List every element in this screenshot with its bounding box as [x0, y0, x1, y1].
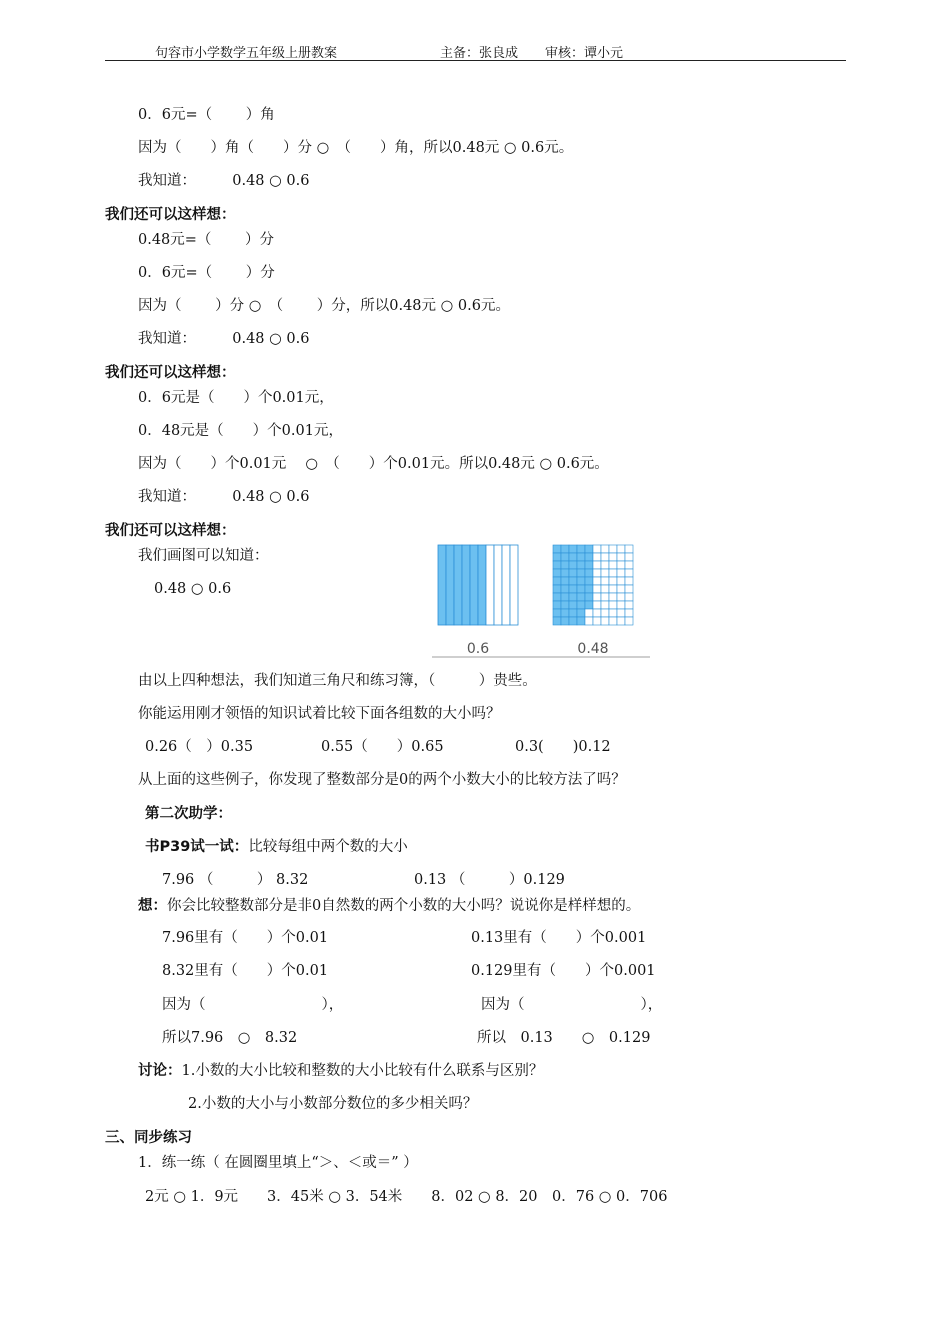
hundredth-cell: [585, 545, 593, 553]
text-line: 从上面的这些例子，你发现了整数部分是0的两个小数大小的比较方法了吗？: [138, 772, 626, 788]
hundredth-cell: [585, 601, 593, 609]
hundredth-cell: [577, 593, 585, 601]
text-line: 7.96里有（ ）个0.01: [162, 930, 329, 946]
hundredth-cell: [577, 577, 585, 585]
hundredth-cell: [593, 553, 601, 561]
text-line: 因为（ ）个0.01元 ○ （ ）个0.01元。所以0.48元 ○ 0.6元。: [138, 456, 609, 472]
hundredth-cell: [553, 577, 561, 585]
grid-hundredths-0-48: [553, 545, 633, 625]
hundredth-cell: [561, 617, 569, 625]
hundredth-cell: [617, 593, 625, 601]
hundredth-cell: [585, 569, 593, 577]
exercise-item: 0.26（ ）0.35: [145, 739, 254, 755]
hundredth-cell: [569, 585, 577, 593]
hundredth-cell: [617, 545, 625, 553]
hundredth-cell: [593, 609, 601, 617]
label-right: 0.48: [577, 641, 609, 657]
exercise-item: 0.3( )0.12: [515, 739, 611, 755]
hundredth-cell: [585, 577, 593, 585]
text-line: [145, 837, 408, 857]
text-line: 所以 0.13 ○ 0.129: [477, 1030, 651, 1046]
exercise-item: 0.55（ ）0.65: [321, 739, 444, 755]
hundredth-cell: [569, 593, 577, 601]
hundredth-cell: [569, 561, 577, 569]
hundredth-cell: [553, 561, 561, 569]
decimal-grid-figure: [430, 540, 655, 662]
hundredth-cell: [609, 585, 617, 593]
hundredth-cell: [625, 585, 633, 593]
hundredth-cell: [553, 545, 561, 553]
hundredth-cell: [553, 585, 561, 593]
tenth-cell: [446, 545, 454, 625]
think-text: 你会比较整数部分是非0自然数的两个小数的大小吗？说说你是样样想的。: [167, 898, 641, 914]
text-line: 因为（ ）分 ○ （ ）分，所以0.48元 ○ 0.6元。: [138, 298, 510, 314]
hundredth-cell: [593, 569, 601, 577]
hundredth-cell: [625, 577, 633, 585]
tenth-cell: [510, 545, 518, 625]
exercise-item: 7.96 （ ） 8.32: [162, 872, 309, 888]
hundredth-cell: [569, 617, 577, 625]
hundredth-cell: [617, 601, 625, 609]
hundredth-cell: [609, 601, 617, 609]
hundredth-cell: [585, 609, 593, 617]
tenth-cell: [494, 545, 502, 625]
try-it-text: 比较每组中两个数的大小: [248, 839, 408, 855]
label-left: 0.6: [466, 641, 490, 657]
hundredth-cell: [617, 561, 625, 569]
tenth-cell: [454, 545, 462, 625]
hundredth-cell: [609, 545, 617, 553]
hundredth-cell: [601, 609, 609, 617]
text-line: 我知道： 0.48 ○ 0.6: [138, 489, 310, 505]
hundredth-cell: [601, 561, 609, 569]
hundredth-cell: [601, 553, 609, 561]
hundredth-cell: [593, 585, 601, 593]
hundredth-cell: [593, 545, 601, 553]
hundredth-cell: [561, 593, 569, 601]
text-line: 我们画图可以知道：: [138, 548, 269, 564]
hundredth-cell: [569, 601, 577, 609]
hundredth-cell: [625, 553, 633, 561]
hundredth-cell: [577, 561, 585, 569]
hundredth-cell: [617, 609, 625, 617]
tenth-cell: [462, 545, 470, 625]
hundredth-cell: [569, 569, 577, 577]
text-line: 2.小数的大小与小数部分数位的多少相关吗？: [188, 1096, 478, 1112]
tenth-cell: [486, 545, 494, 625]
hundredth-cell: [617, 617, 625, 625]
hundredth-cell: [617, 577, 625, 585]
section-heading: 第二次助学：: [145, 806, 232, 822]
hundredth-cell: [577, 545, 585, 553]
hundredth-cell: [625, 561, 633, 569]
tenth-cell: [470, 545, 478, 625]
header-title: 句容市小学数学五年级上册教案: [155, 46, 338, 61]
text-line: 因为（ ），: [481, 997, 663, 1013]
hundredth-cell: [593, 593, 601, 601]
hundredth-cell: [561, 545, 569, 553]
hundredth-cell: [601, 585, 609, 593]
hundredth-cell: [609, 569, 617, 577]
tenth-cell: [438, 545, 446, 625]
discuss-text: 1.小数的大小比较和整数的大小比较有什么联系与区别？: [181, 1063, 544, 1079]
hundredth-cell: [625, 601, 633, 609]
section-heading: 我们还可以这样想：: [105, 523, 236, 539]
text-line: 8.32里有（ ）个0.01: [162, 963, 329, 979]
hundredth-cell: [561, 561, 569, 569]
text-line: [138, 1061, 543, 1081]
text-line: 0．6元是（ ）个0.01元，: [138, 390, 334, 406]
hundredth-cell: [609, 617, 617, 625]
exercise-item: 0.13 （ ）0.129: [414, 872, 565, 888]
hundredth-cell: [577, 569, 585, 577]
tenth-cell: [478, 545, 486, 625]
text-line: 0.48 ○ 0.6: [154, 581, 232, 597]
try-it-label: 书P39试一试：: [145, 839, 249, 855]
hundredth-cell: [577, 585, 585, 593]
exercise-line: 2元 ○ 1．9元 3．45米 ○ 3．54米 8．02 ○ 8．20 0．76 ○ 0．706: [145, 1189, 668, 1205]
hundredth-cell: [609, 593, 617, 601]
hundredth-cell: [561, 569, 569, 577]
hundredth-cell: [625, 545, 633, 553]
hundredth-cell: [617, 569, 625, 577]
hundredth-cell: [601, 577, 609, 585]
hundredth-cell: [593, 577, 601, 585]
hundredth-cell: [593, 601, 601, 609]
text-line: 0．6元=（ ）分: [138, 265, 275, 281]
grid-tenths-0-6: [438, 545, 518, 625]
text-line: 0．6元=（ ）角: [138, 107, 275, 123]
hundredth-cell: [609, 553, 617, 561]
page-header: [105, 42, 846, 61]
text-line: [138, 896, 640, 916]
section-heading: 我们还可以这样想：: [105, 365, 236, 381]
hundredth-cell: [625, 569, 633, 577]
hundredth-cell: [625, 609, 633, 617]
hundredth-cell: [601, 617, 609, 625]
hundredth-cell: [553, 569, 561, 577]
hundredth-cell: [569, 609, 577, 617]
hundredth-cell: [561, 609, 569, 617]
hundredth-cell: [553, 601, 561, 609]
hundredth-cell: [569, 577, 577, 585]
hundredth-cell: [585, 553, 593, 561]
hundredth-cell: [601, 593, 609, 601]
hundredth-cell: [609, 609, 617, 617]
hundredth-cell: [553, 617, 561, 625]
text-line: 由以上四种想法，我们知道三角尺和练习簿，（ ）贵些。: [138, 673, 537, 689]
hundredth-cell: [601, 569, 609, 577]
section-heading: 三、同步练习: [105, 1130, 192, 1146]
hundredth-cell: [601, 545, 609, 553]
hundredth-cell: [577, 553, 585, 561]
hundredth-cell: [561, 585, 569, 593]
text-line: 我知道： 0.48 ○ 0.6: [138, 331, 310, 347]
header-preparer: 主备：张良成: [440, 46, 519, 61]
text-line: 所以7.96 ○ 8.32: [162, 1030, 298, 1046]
text-line: 因为（ ）角（ ）分 ○ （ ）角，所以0.48元 ○ 0.6元。: [138, 140, 574, 156]
hundredth-cell: [569, 553, 577, 561]
hundredth-cell: [625, 593, 633, 601]
hundredth-cell: [617, 585, 625, 593]
hundredth-cell: [593, 617, 601, 625]
hundredth-cell: [601, 601, 609, 609]
hundredth-cell: [585, 593, 593, 601]
text-line: 0.129里有（ ）个0.001: [471, 963, 656, 979]
hundredth-cell: [617, 553, 625, 561]
hundredth-cell: [609, 561, 617, 569]
hundredth-cell: [609, 577, 617, 585]
section-heading: 我们还可以这样想：: [105, 207, 236, 223]
discuss-label: 讨论：: [138, 1063, 182, 1079]
header-reviewer: 审核：谭小元: [545, 46, 624, 61]
text-line: 1．练一练（ 在圆圈里填上“＞、＜或＝” ）: [138, 1155, 418, 1171]
text-line: 0.48元=（ ）分: [138, 232, 275, 248]
hundredth-cell: [585, 617, 593, 625]
hundredth-cell: [561, 577, 569, 585]
hundredth-cell: [577, 617, 585, 625]
hundredth-cell: [585, 561, 593, 569]
hundredth-cell: [593, 561, 601, 569]
text-line: 0．48元是（ ）个0.01元，: [138, 423, 343, 439]
hundredth-cell: [625, 617, 633, 625]
hundredth-cell: [561, 553, 569, 561]
hundredth-cell: [577, 609, 585, 617]
hundredth-cell: [577, 601, 585, 609]
hundredth-cell: [553, 553, 561, 561]
hundredth-cell: [561, 601, 569, 609]
hundredth-cell: [569, 545, 577, 553]
hundredth-cell: [553, 609, 561, 617]
hundredth-cell: [553, 593, 561, 601]
text-line: 我知道： 0.48 ○ 0.6: [138, 173, 310, 189]
hundredth-cell: [585, 585, 593, 593]
text-line: 你能运用刚才领悟的知识试着比较下面各组数的大小吗？: [138, 706, 501, 722]
tenth-cell: [502, 545, 510, 625]
text-line: 因为（ ），: [162, 997, 344, 1013]
text-line: 0.13里有（ ）个0.001: [471, 930, 647, 946]
think-label: 想：: [138, 898, 167, 914]
